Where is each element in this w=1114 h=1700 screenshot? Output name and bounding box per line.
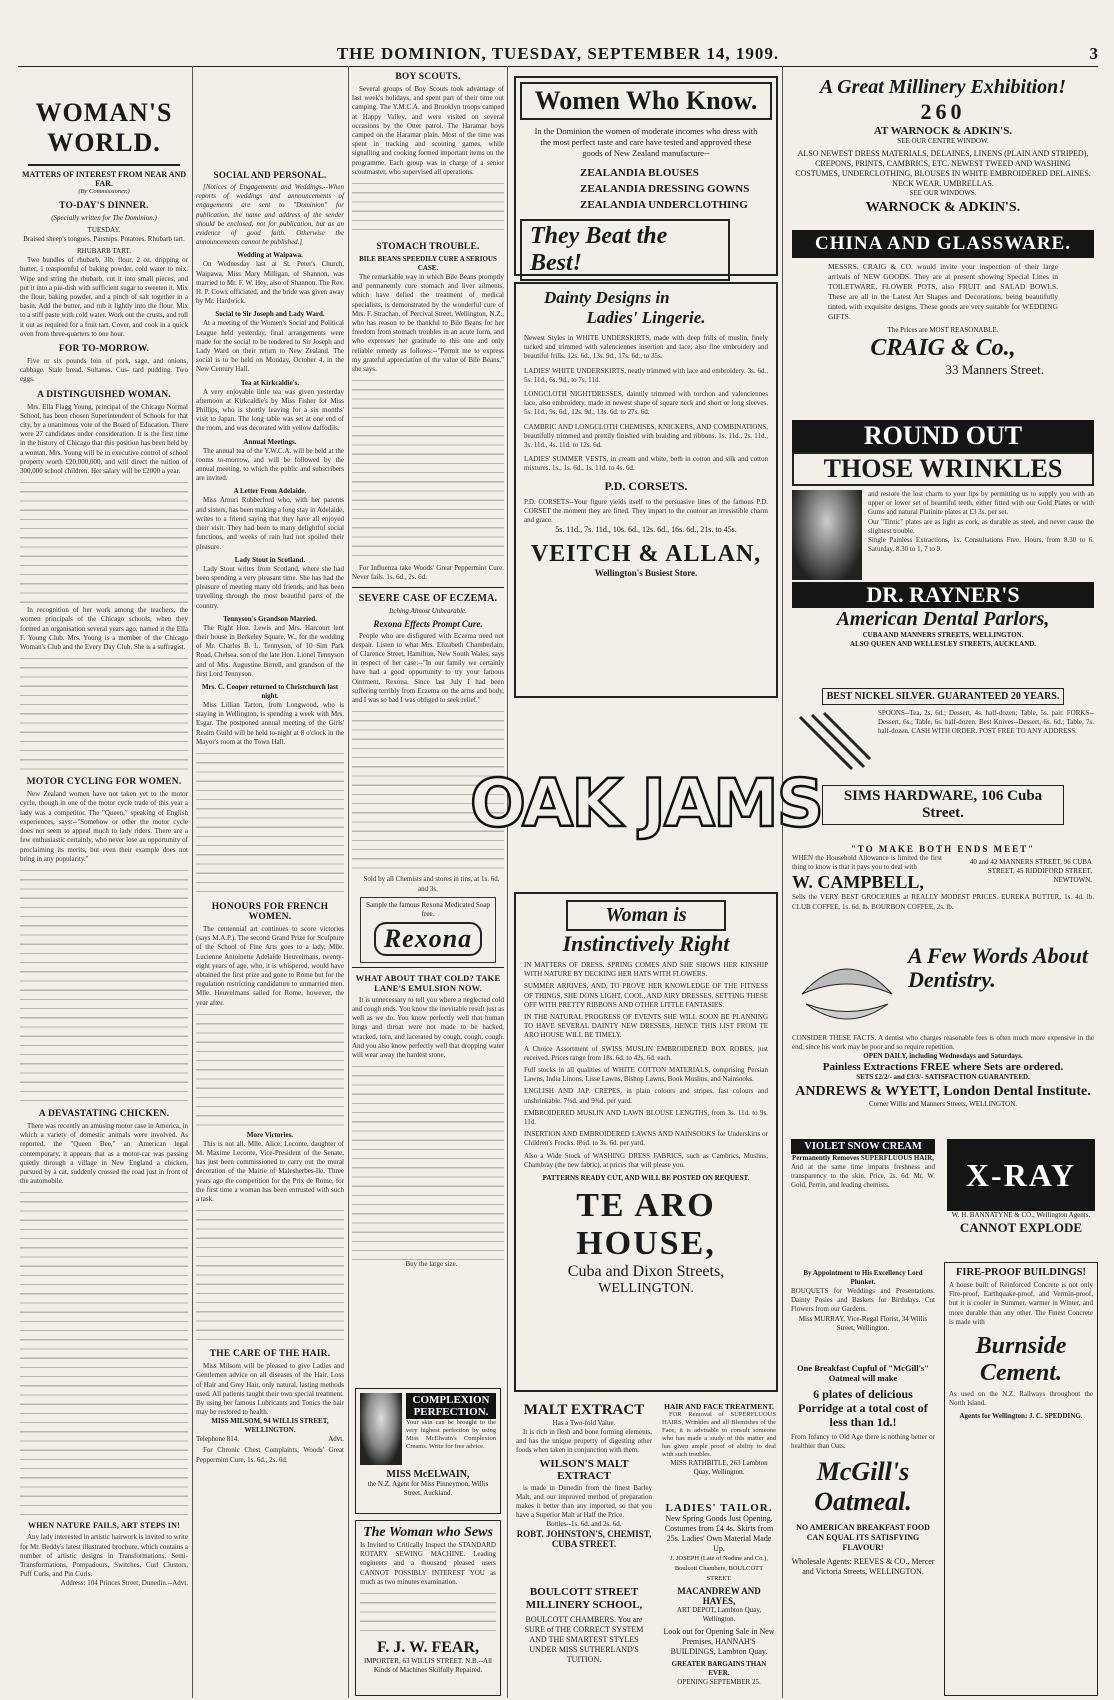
distinguished-text: Mrs. Ella Flagg Young, principal of the Chicago Normal School, has been chosen Superintendent of Schools for that city, by a unanimous vote of the Board of Education. There were 27 candidates under consideration. It is the first time in the history of Chicago that this position has been held by a woman. Mrs. Young will be in executive control of school property worth £20,000,000, and will direct the tuition of 300,000 school children. Her salary will be £2000 a year. <box>20 402 188 476</box>
care-of-hair-footer <box>196 1435 344 1446</box>
masthead <box>18 44 1098 66</box>
dentistry-title: A Few Words About Dentistry. <box>908 943 1088 992</box>
social-item-heading: Wedding at Waipawa. <box>237 251 303 260</box>
rexona-logo-box <box>360 897 496 963</box>
dr-rayners-name: DR. RAYNER'S <box>792 582 1094 608</box>
chicken-heading: A DEVASTATING CHICKEN. <box>38 1108 170 1119</box>
zealandia-item: ZEALANDIA BLOUSES <box>580 167 699 179</box>
malt-text-2: is made in Dunedin from the finest Barley Malt, and our improved method of preparation makes it better than any imported, so that you have a Superior Malt at Half the Price. <box>516 1483 652 1520</box>
social-item <box>196 310 344 374</box>
malt-text: It is rich in flesh and bone forming elements, and has the unique property of digesting other foods when taken in conjunction with them. <box>516 1428 652 1455</box>
instinctive-title-box <box>566 900 726 931</box>
dinner-heading: TO-DAY'S DINNER. <box>59 201 149 211</box>
burnside-cement-ad <box>944 1262 1098 1696</box>
motor-heading: MOTOR CYCLING FOR WOMEN. <box>26 777 182 788</box>
portrait-image <box>360 1393 402 1465</box>
more-victories-text: This is not all. Mlle. Alice, Leconte, daughter of M. Maxime Leconte, Vice-President of the Senate, has just been commissioned to carry out the mural decoration of the Mairie of Malesherbes-Ile. Three years ago the competition for the Prix de Rome, for the first time a woman has been entrusted with such a task. <box>196 1139 344 1203</box>
fireproof-title: FIRE-PROOF BUILDINGS! <box>956 1267 1086 1278</box>
complexion-address: the N.Z. Agent for Miss Pinneymon, Willis Street, Auckland. <box>367 1480 489 1497</box>
instinctive-intro: IN MATTERS OF DRESS. SPRING COMES AND SHE SHOWS HER KINSHIP WITH NATURE BY DECKING HER HATS WITH FLOWERS. <box>524 961 768 979</box>
complexion-title: COMPLEXION PERFECTION. <box>406 1393 496 1419</box>
te-aro-house-ad <box>514 892 778 1392</box>
influenza-advt: For Influenza take Woods' Great Peppermint Cure. Never fails. 1s. 6d., 2s. 6d. <box>352 564 504 582</box>
social-column <box>196 70 344 1696</box>
social-items <box>196 251 344 747</box>
malt-prices: Bottles--1s. 6d. and 2s. 6d. <box>546 1520 622 1529</box>
oak-jams-ad <box>469 702 823 888</box>
x-ray-ad <box>944 1136 1098 1254</box>
social-item-text: Miss Amuri Rubberford who, with her parents and sisters, has been making a long stay in Adelaide, writes to a friend saying that they have all enjoyed their visit. They had been to many delightful social functions, and weeks of rain had not spoiled their pleasure. <box>196 496 344 551</box>
social-item-heading: Tea at Kirkcaldie's. <box>240 378 300 387</box>
social-heading: SOCIAL AND PERSONAL. <box>213 170 327 180</box>
sews-text: Is Invited to Critically Inspect the STANDARD ROTARY SEWING MACHINE. Leading engineers and a thousand pleased users CANNOT POSSIBLY INTEREST YOU as much as two minutes examination. <box>360 1541 496 1586</box>
macandrew-title: MACANDREW AND HAYES, <box>677 1586 761 1606</box>
oak-jams-text: OAK JAMS <box>469 765 823 842</box>
china-text: MESSRS. CRAIG & CO. would invite your inspection of their large arrivals of NEW GOODS. They are at present showing Special Lines in TOILETWARE, FLOWER POTS, also FRUIT and SALAD BOWLS. These are all in the Latest Art Shapes and Decorations, being beautifully tinted, with exquisite designs. These goods are very suitable for WEDDING GIFTS. <box>828 262 1058 321</box>
wrinkles-title-1: ROUND OUT <box>792 420 1094 452</box>
hair-notes-heading: WHEN NATURE FAILS, ART STEPS IN! <box>28 1521 180 1531</box>
macandrew-date: OPENING SEPTEMBER 25. <box>677 1678 761 1686</box>
tomorrow-menu: Five or six pounds loin of pork, sage, and onions, cabbage. Stale bread. Sultanas. Cus- tard pudding. Two eggs. <box>20 357 188 384</box>
fireproof-text-2: As used on the N.Z. Railways throughout the North Island. <box>949 1390 1093 1408</box>
dentistry-ad <box>788 940 1098 1130</box>
campbell-grocer-ad <box>788 840 1098 936</box>
social-item-text: The Right Hon. Lewis and Mrs. Harcourt lent their house in Berkeley Square, W., for the wedding of Mr. Charles B. L. Tennyson, of 10 Sim Park Road, Chelsea, son of the late Hon. Lionel Tennyson and of Mrs. Augustine Birrell, and grandson of the first Lord Tennyson. <box>196 623 344 678</box>
millinery-where: AT WARNOCK & ADKIN'S. <box>873 125 1013 137</box>
te-aro-house-name: TE ARO HOUSE, <box>576 1187 716 1263</box>
instinctive-title-1: Woman is <box>605 904 687 926</box>
women-who-know-slogan: They Beat the Best! <box>520 219 730 281</box>
veitch-allan-sub: Wellington's Busiest Store. <box>594 568 698 579</box>
body-text-lines <box>360 1587 496 1637</box>
burnside-name: Burnside <box>975 1333 1067 1360</box>
lingerie-title-2: Ladies' Lingerie. <box>586 308 706 327</box>
te-aro-item: INSERTION AND EMBROIDERED LAWNS AND NAINSOOKS for Underskirts or Children's Frocks. 8¾d. to 3s. 6d. per yard. <box>524 1130 768 1148</box>
campbell-text: WHEN the Household Allowance is limited the first thing to know is that it pays you to deal with <box>792 854 942 872</box>
honours-heading: HONOURS FOR FRENCH WOMEN. <box>211 901 329 922</box>
telephone: Telephone 814. <box>196 1435 240 1444</box>
mcgill-sign: Wholesale Agents: REEVES & CO., Mercer and Victoria Streets, WELLINGTON. <box>791 1557 935 1577</box>
boy-scouts-text: Several groups of Boy Scouts took advantage of last week's holidays, and spent part of their time out camping. The Y.M.C.A. and Brooklyn troops camped at Happy Valley, and were visited on several occasions by the Otter patrol. The Haramar boys camped on the Haramar plain. Most of the time was spent in tracking and scouting games, while signalling and cooking formed important items on the programme. Each group was in charge of a senior scoutmaster, who supervised all operations. <box>352 85 504 176</box>
macandrew-bargains: GREATER BARGAINS THAN EVER. <box>671 1660 767 1677</box>
women-who-know-text: In the Dominion the women of moderate incomes who dress with the most perfect taste and care have tested and approved these goods of New Zealand manufacture-- <box>534 126 758 158</box>
dr-rayners-address-2: ALSO QUEEN AND WELLESLEY STREETS, AUCKLAND. <box>849 640 1037 648</box>
wilsons-malt-name: WILSON'S MALT EXTRACT <box>539 1457 629 1482</box>
pd-corsets-text: P.D. CORSETS--Your figure yields itself to the persuasive lines of the famous P.D. CORSET the moment they are fitted. They impart to the contour an irresistible charm and grace. <box>524 497 768 525</box>
sews-title: The Woman who Sews <box>363 1525 493 1540</box>
cement-name: Cement. <box>980 1360 1062 1387</box>
social-item-text: Lady Stout writes from Scotland, where she had been spending a very pleasant time. She has had the pleasure of meeting many old friends, and has been travelling through the most beautiful parts of the country. <box>196 564 344 610</box>
ladies-tailor-text: New Spring Goods Just Opening. Costumes from £4 4s. Skirts from 25s. Ladies' Own Material Made Up. <box>664 1514 774 1553</box>
honours-text: The centennial art continues to score victories (says M.A.P.). The second Grand Prize for Sculpture of the School of Fine Arts goes to a lady, Mlle. Lucienne Antoinette Adelaide Heuvelmans, twenty-eight years of age, who, it is whispered, would have obtained the first prize and gone to Rome but for the regulation restricting candidature to unmarried men. Mlle. Heuvelmans sailed for Rome, however, the year after. <box>196 924 344 1007</box>
complexion-text: Your skin can be brought to the very highest perfection by using Miss McElwain's Complexion Creams. Write for free advice. <box>406 1419 496 1450</box>
malt-sub: Has a Two-fold Value. <box>552 1419 616 1427</box>
lanes-sign: Buy the large size. <box>405 1260 458 1269</box>
body-text-lines <box>196 747 344 897</box>
x-ray-logo-box <box>947 1139 1095 1211</box>
social-item-text: On Wednesday last at St. Peter's Church, Waipawa, Miss Mary Milligan, of Shannon, was married to Mr. F. W. Hey, also of Shannon. The Rev. H. P. Cowx officiated, and the bride was given away by Mr. Hardwick. <box>196 260 344 306</box>
sews-address: IMPORTER, 63 WILLIS STREET. N.B.--All Kinds of Machines Skilfully Repaired. <box>363 1657 493 1675</box>
zealandia-list <box>580 165 772 213</box>
woman-who-sews-ad <box>355 1520 501 1696</box>
instinctive-p3: IN THE NATURAL PROGRESS OF EVENTS SHE WILL SOON BE PLANNING TO HAVE SEVERAL DAINTY NEW DRESSES, HENCE THIS LIST FROM TE ARO HOUSE WILL BE TIMELY. <box>524 1013 768 1040</box>
care-of-hair-text: Miss Milsom will be pleased to give Ladies and Gentlemen advice on all diseases of the Hair. Loss of Hair and Grey Hair, only natural, lasting methods used. All patients taught their own special treatment. By using her famous Lubricants and Tonics the hair may be restored to health. <box>196 1362 344 1417</box>
pd-corsets-heading: P.D. CORSETS. <box>604 478 688 493</box>
violet-snow-cream-ad <box>788 1136 938 1264</box>
china-prices: The Prices are MOST REASONABLE. <box>887 326 999 334</box>
dinner-menu: Braised sheep's tongues. Parsnips. Potatoes. Rhubarb tart. <box>23 235 185 243</box>
body-text-lines <box>20 476 188 606</box>
body-text-lines <box>352 374 504 564</box>
chicken-text: There was recently an amusing motor case in America, in which a variety of domestic animals were involved. As reported, the "Queen Bee," an American legal contemporary, it appears that as a motor-car was passing quietly through a village in New England a chicken, pursued by a cat, suddenly crossed the road just in front of the automobile. <box>20 1121 188 1186</box>
social-item-text: Miss Lillian Tarton, from Longwood, who is staying in Wellington, is spending a week with Mrs. Esgar. The postponed annual meeting of the Girls' Realm Guild will be held to-night at 8 o'clock in the Mayor's room at the Town Hall. <box>196 700 344 746</box>
stomach-heading: STOMACH TROUBLE. <box>376 242 480 253</box>
veitch-allan-name: VEITCH & ALLAN, <box>530 541 762 568</box>
x-ray-caption: CANNOT EXPLODE <box>959 1220 1083 1235</box>
social-item <box>196 251 344 306</box>
social-item-heading: Annual Meetings. <box>243 437 297 446</box>
millinery-title: A Great Millinery Exhibition! <box>819 76 1067 98</box>
lingerie-title: Dainty Designs in <box>544 288 670 307</box>
dentures-image <box>792 944 902 1034</box>
sews-name: F. J. W. FEAR, <box>376 1639 480 1657</box>
macandrew-sub: ART DEPOT, Lambton Quay, Wellington. <box>676 1606 762 1623</box>
campbell-text-2: Sells the VERY BEST GROCERIES at REALLY MODEST PRICES. EUREKA BUTTER, 1s. 4d. lb. CLUB COFFEE, 1s. 6d. lb. BOURBON COFFEE, 2s. lb. <box>792 893 1094 911</box>
chronic-chest-advt: For Chronic Chest Complaints, Woods' Great Peppermint Cure, 1s. 6d., 2s. 6d. <box>196 1446 344 1464</box>
social-item-heading: Lady Stout in Scotland. <box>234 555 306 564</box>
lingerie-item: Newest Styles in WHITE UNDERSKIRTS, made with deep frills of muslin, finely tucked and trimmed with valenciennes insertion and lace; also fine embroidery and beautiful frills. 12s. 6d., 13s. 9d., 17s. 6d., to 35s. <box>524 334 768 361</box>
te-aro-address-1: Cuba and Dixon Streets, <box>567 1263 725 1281</box>
rexona-subheading: Rexona Effects Prompt Cure. <box>373 618 483 629</box>
millinery-windows: SEE OUR WINDOWS. <box>909 189 977 197</box>
millinery-text: ALSO NEWEST DRESS MATERIALS, DELAINES, LINENS (PLAIN AND STRIPED), CREPONS, PRINTS, CAMBRICS, ETC. NEWEST TWEED AND WASHING COSTUMES, UNDERCLOTHING, BLOUSES IN WHITE EMBROIDERED DELAINES. NECK WEAR. UMBRELLAS. <box>795 149 1091 188</box>
te-aro-item: A Choice Assortment of SWISS MUSLIN EMBROIDERED BOX ROBES, just received. Prices range from 18s. 6d. to 42s. 6d. each. <box>524 1044 768 1062</box>
rhubarb-recipe: Two bundles of rhubarb, 3lb. flour, 2 oz. dripping or butter, 1 teaspoonful of baking powder, cold water to mix. Wipe and string the rhubarb, cut it into small pieces, and put it into a pie-dish with sufficient sugar to sweeten it. Mix the flour, baking powder, and a pinch of salt together in a basin. Add the butter, and rub it lightly into the flour. Mix to a stiff paste with cold water. Work out the crusts, and roll it out as required for a fruit tart. Cover, and cook in a quick oven from three-quarters to one hour. <box>20 256 188 338</box>
andrews-wyett-name: ANDREWS & WYETT, London Dental Institute. <box>795 1084 1091 1100</box>
more-victories-heading: More Victories. <box>246 1130 294 1139</box>
hair-treatment-text: FOR Removal of SUPERFLUOUS HAIRS, Wrinkles and all Blemishes of the Face, it is advisable to consult someone who has made a study of this matter and has given ample proof of ability to deal with such troubles. <box>662 1411 776 1458</box>
mcgill-brand: McGill's Oatmeal. <box>814 1457 912 1517</box>
masthead-rule <box>18 66 1098 67</box>
masthead-title: THE DOMINION, TUESDAY, SEPTEMBER 14, 1909. <box>336 44 780 63</box>
macandrew-hayes-ad <box>660 1584 778 1696</box>
oak-jams-logo <box>469 708 823 882</box>
page-number: 3 <box>1089 44 1098 63</box>
hair-treatment-title: HAIR AND FACE TREATMENT. <box>664 1402 774 1411</box>
wrinkles-text: and restore the lost charm to your lips by permitting us to supply you with an upper or lower set of beautiful teeth, either fitted with our Gold Plates or with Gums and natural Platinite plates at £3 3s. per set. <box>868 490 1094 517</box>
column-divider <box>507 66 508 1698</box>
te-aro-item: ENGLISH AND JAP. CREPES, in plain colours and stripes, fast colours and unshrinkable. 7½d. and 9¾d. per yard. <box>524 1087 768 1105</box>
boulcott-millinery-ad <box>514 1584 654 1696</box>
tomorrow-heading: FOR TO-MORROW. <box>58 344 150 355</box>
zealandia-item: ZEALANDIA UNDERCLOTHING <box>580 199 748 211</box>
social-item-text: The annual tea of the Y.W.C.A. will be held at the rooms to-morrow, and will be followed by the annual meeting, to which the public and subscribers are invited. <box>196 446 344 483</box>
eczema-sold: Sold by all Chemists and stores in tins, at 1s. 6d. and 3s. <box>363 875 500 893</box>
body-text-lines <box>196 1204 344 1344</box>
ladies-tailor-sign: J. JOSEPH (Late of Nodine and Co.), Boulcott Chambers, BOULCOTT STREET. <box>670 1555 768 1582</box>
column-divider <box>348 66 349 1698</box>
millinery-see: SEE OUR CENTRE WINDOW. <box>897 137 989 145</box>
fireproof-sign: Agents for Wellington: J. C. SPEDDING. <box>959 1412 1083 1421</box>
pd-corsets-prices: 5s. 11d., 7s. 11d., 10s. 6d., 12s. 6d., 16s. 6d., 21s. to 45s. <box>555 525 737 535</box>
instinctive-title-2: Instinctively Right <box>562 931 730 956</box>
lingerie-ad <box>514 282 778 698</box>
social-item-heading: Mrs. C. Cooper returned to Christchurch last night. <box>201 682 339 700</box>
body-text-lines <box>20 864 188 1104</box>
boulcott-title: BOULCOTT STREET MILLINERY SCHOOL, <box>525 1586 643 1611</box>
violet-text: And at the same time imparts freshness and transparency to the skin. Price, 2s. 6d. Mr. W. Gold, Perrin, and leading chemists. <box>791 1163 935 1190</box>
china-title: CHINA AND GLASSWARE. <box>792 230 1094 258</box>
womans-world-subheading: MATTERS OF INTEREST FROM NEAR AND FAR. <box>21 170 187 188</box>
fireproof-text: A house built of Reinforced Concrete is not only Fire-proof, Earthquake-proof, and Vermin-proof, but it is cooler in Summer, warmer in Winter, and more durable than any other. The Finest Concrete is made with <box>949 1281 1093 1326</box>
social-item-heading: A Letter From Adelaide. <box>233 487 307 496</box>
social-item-heading: Social to Sir Joseph and Lady Ward. <box>215 310 325 319</box>
violet-title: VIOLET SNOW CREAM <box>791 1139 935 1154</box>
china-glassware-ad <box>788 226 1098 412</box>
cutlery-image <box>792 709 872 779</box>
complexion-ad <box>355 1388 501 1514</box>
florist-ad <box>788 1266 938 1354</box>
social-item <box>196 379 344 434</box>
boulcott-text: BOULCOTT CHAMBERS. You are SURE of THE CORRECT SYSTEM AND THE SMARTEST STYLES UNDER MISS SUTHERLAND'S TUITION. <box>524 1615 644 1664</box>
byline: (By Commissioner.) <box>78 188 130 195</box>
social-item-text: At a meeting of the Women's Social and Political League held yesterday, final arrangements were made for the social to be tendered to Sir Joseph and Lady Ward on their return to New Zealand. The social is to be held on Monday, October 4, in the New Century Hall. <box>196 319 344 374</box>
distinguished-heading: A DISTINGUISHED WOMAN. <box>37 389 171 400</box>
hair-notes-sign: Address: 104 Princes Street, Dunedin.--Advt. <box>60 1579 188 1588</box>
x-ray-logo: X-RAY <box>965 1156 1077 1193</box>
dr-rayners-sub: American Dental Parlors, <box>836 608 1050 630</box>
nickel-silver-ad <box>788 684 1098 836</box>
lingerie-item: LADIES' WHITE UNDERSKIRTS, neatly trimmed with lace and embroidery. 3s. 6d., 5s. 11d., 6s. 9d., to 7s. 11d. <box>524 366 768 384</box>
florist-appointment: By Appointment to His Excellency Lord Plunket. <box>803 1269 923 1286</box>
face-image <box>792 490 862 580</box>
patterns-line: PATTERNS READY CUT, AND WILL BE POSTED ON REQUEST. <box>542 1174 750 1183</box>
care-of-hair-heading: THE CARE OF THE HAIR. <box>209 1349 331 1360</box>
malt-sign: ROBT. JOHNSTON'S, CHEMIST, CUBA STREET. <box>516 1529 652 1550</box>
florist-sign: Miss MURRAY, Vice-Regal Florist, 34 Willis Street, Wellington. <box>798 1314 928 1332</box>
zealandia-item: ZEALANDIA DRESSING GOWNS <box>580 183 750 195</box>
te-aro-item: Also a Wide Stock of WASHING DRESS FABRICS, such as Cambrics, Muslins, Chambray (the new fabric), at prices that will please you. <box>524 1151 768 1169</box>
column-divider <box>782 66 783 1698</box>
mcgill-title: One Breakfast Cupful of "McGill's" Oatmeal will make <box>796 1363 930 1383</box>
lingerie-item: LONGCLOTH NIGHTDRESSES, daintily trimmed with torchon and valenciennes lace, also embroidery, made in newest shape of square neck and short or long sleeves. 5s. 11d., 9s. 6d., 12s. 9d., 13s. 6d. to 27s. 6d. <box>524 390 768 417</box>
florist-text: BOUQUETS for Weddings and Presentations. Dainty Posies and Baskets for Birthdays. Cut Flowers from our Gardens. <box>791 1287 935 1314</box>
stomach-subheading: BILE BEANS SPEEDILY CURE A SERIOUS CASE. <box>359 255 497 273</box>
rhubarb-heading: RHUBARB TART. <box>77 247 131 256</box>
dinner-day: TUESDAY. <box>87 226 121 234</box>
sims-hardware-name: SIMS HARDWARE, 106 Cuba Street. <box>822 785 1064 825</box>
violet-sub: Permanently Removes SUPERFLUOUS HAIR, <box>792 1154 934 1162</box>
motor-text: New Zealand women have not taken yet to the motor cycle, though in one of the motor cycle trade of this year a lady was a competitor. The "Queen," speaking of English experiences, says:--"Somehow or other the motor cycle does not seem to appeal much to lady riders. There are a few enthusiastic certainly, who never lose an opportunity of proclaiming its merits, but even their example does not bring in any popularity." <box>20 790 188 863</box>
ladies-tailor-ad <box>660 1500 778 1580</box>
lingerie-list <box>524 334 768 474</box>
body-text-lines <box>20 1186 188 1516</box>
lingerie-item: LADIES' SUMMER VESTS, in cream and white, both in cotton and silk and cotton mixtures. 1s., 1s. 6d., 1s. 11d. to 4s. 6d. <box>524 455 768 473</box>
body-text-lines <box>20 652 188 772</box>
body-text-lines <box>196 1008 344 1128</box>
lanes-heading: WHAT ABOUT THAT COLD? TAKE LANE'S EMULSION NOW. <box>355 972 501 993</box>
eczema-text: People who are disfigured with Eczema need not despair. Listen to what Mrs. Elizabeth Chamberlain, of Clarence Street, Hamilton, New South Wales, says in respect of her case:--"In our family we certainly have had a good opportunity to try your famous Ointment, Rexona. Since last July I had been suffering terribly from Eczema on the arms and body, and I was so bad I was obliged to seek relief." <box>352 631 504 705</box>
te-aro-list <box>524 1045 768 1170</box>
hair-treatment-ad <box>660 1400 778 1496</box>
eczema-subheading: Itching Almost Unbearable. <box>389 606 467 615</box>
warnock-adkins-name: WARNOCK & ADKIN'S. <box>865 200 1021 215</box>
macandrew-text: Look out for Opening Sale in New Premises, HANNAH'S BUILDINGS, Lambton Quay. <box>663 1627 775 1656</box>
te-aro-address-2: WELLINGTON. <box>598 1281 694 1297</box>
social-item-text: A very enjoyable little tea was given yesterday afternoon at Kirkcaldie's by Miss Fisher for Miss Phillips, who is shortly leaving for a six months' visit to Japan. The long table was set at one end of the room, and was decorated with yellow daffodils. <box>196 387 344 433</box>
column-divider <box>192 66 193 1698</box>
social-item <box>196 615 344 679</box>
campbell-name: W. CAMPBELL, <box>792 872 924 893</box>
social-item <box>196 683 344 747</box>
instinctive-p2: SUMMER ARRIVES, AND, TO PROVE HER KNOWLEDGE OF THE FITNESS OF THINGS, SHE DONS LIGHT, COOL, AND AIRY DRESSES, SETTING THESE OFF WITH PRETTY RIBBONS AND OTHER LITTLE FANTASIES. <box>524 982 768 1009</box>
social-item <box>196 487 344 551</box>
social-item <box>196 556 344 611</box>
mcgill-sub: 6 plates of delicious Porridge at a total cost of less than 1d.! <box>798 1387 928 1429</box>
andrews-wyett-address: Corner Willis and Manners Streets, WELLINGTON. <box>868 1100 1018 1109</box>
mcgills-oatmeal-ad <box>788 1360 938 1696</box>
scouts-column <box>352 70 504 1382</box>
dental-parlors-ad <box>788 416 1098 678</box>
womans-world-heading: WOMAN'S WORLD. <box>35 98 173 157</box>
dentistry-sets: SETS £2/2/- and £3/3/- SATISFACTION GUARANTEED. <box>856 1073 1030 1082</box>
wrinkles-text-2: Our "Tintic" plates are as light as cork, as durable as steel, and never cause the slightest trouble. <box>868 517 1094 535</box>
wrinkles-prices: Single Painless Extractions, 1s. Consultations Free. Hours, from 8.30 to 6. Saturday, 8.30 to 1, 7 to 9. <box>868 536 1094 554</box>
lingerie-item: CAMBRIC AND LONGCLOTH CHEMISES, KNICKERS, AND COMBINATIONS, beautifully trimmed and prettily finished with braiding and ribbons. 1s. 11d., 2s. 11d., 3s. 11d., 4s. 11d. to 12s. 6d. <box>524 422 768 450</box>
millinery-exhibition-ad <box>788 72 1098 222</box>
women-who-know-ad <box>514 76 778 276</box>
ladies-tailor-title: LADIES' TAILOR. <box>665 1502 773 1514</box>
social-item <box>196 438 344 484</box>
dentistry-hours: OPEN DAILY, including Wednesdays and Saturdays. <box>863 1052 1023 1061</box>
nickel-title: BEST NICKEL SILVER. GUARANTEED 20 YEARS. <box>822 688 1064 705</box>
dentistry-painless: Painless Extractions FREE where Sets are ordered. <box>822 1061 1064 1074</box>
malt-title: MALT EXTRACT <box>523 1402 645 1418</box>
lanes-text: It is unnecessary to tell you where a neglected cold and cough ends. You know the inevitable result just as well as we do. You know perfectly well that human lungs and throat were not made to be hacked, wracked, torn, and lacerated by cough, cough, cough. And you also know perfectly well that dropping water will wear away the hardest stone. <box>352 995 504 1059</box>
care-of-hair-sign: MISS MILSOM, 94 WILLIS STREET, WELLINGTON. <box>211 1417 329 1435</box>
boy-scouts-heading: BOY SCOUTS. <box>395 72 461 82</box>
hair-notes-text: Any lady interested in artistic hairwork is invited to write for Mr. Beddy's latest illustrated brochure, which contains a number of artistic designs in Transformations, Semi-Transformations, Pompadours, Switches, Curl Clusters, Puff Curls, and Pin Curls. <box>20 1533 188 1579</box>
malt-extract-ad <box>514 1400 654 1578</box>
eczema-heading: SEVERE CASE OF ECZEMA. <box>358 592 498 604</box>
rexona-logo: Rexona <box>374 922 482 956</box>
advt-mark: Advt. <box>328 1435 344 1444</box>
x-ray-firm: W. H. BANNATYNE & CO., Wellington Agents. <box>951 1211 1091 1219</box>
dr-rayners-address-1: CUBA AND MANNERS STREETS, WELLINGTON. <box>862 631 1024 639</box>
rexona-caption: Sample the famous Rexona Medicated Soap free. <box>366 900 490 918</box>
body-text-lines <box>352 1060 504 1260</box>
stomach-text: The remarkable way in which Bile Beans promptly and permanently cure stomach and liver ailments, which have defied the treatment of medical specialists, is demonstrated by the wonderful cure of Mrs. F. Strachan, of Percival Street, Wellington, N.Z., who has reason to be thankful to Bile Beans for her freedom from stomach troubles in an acute form, and who expresses her gratitude to this one and only reliable remedy as follows:--"Permit me to express my grateful appreciation of the value of Bile Beans," she says. <box>352 273 504 374</box>
te-aro-item: EMBROIDERED MUSLIN AND LAWN BLOUSE LENGTHS, from 3s. 11d. to 9s. 11d. <box>524 1108 768 1127</box>
social-notice: [Notices of Engagements and Weddings.--When reports of weddings and announcements of engagements are sent to "Dominion" for publication, the name and address of the sender should be enclosed, not for publication, but as an evidence of good faith. Otherwise the announcements cannot be published.] <box>196 183 344 247</box>
distinguished-text-2: In recognition of her work among the teachers, the women principals of the Chicago schools, when they formed an organisation several years ago, named it the Ella F. Young Club. Mrs. Young is a member of the Chicago Woman's Club and the Every Day Club. She is a suffragist. <box>20 606 188 652</box>
campbell-address: 40 and 42 MANNERS STREET, 96 CUBA STREET, 45 RIDDIFORD STREET, NEWTOWN. <box>969 858 1092 884</box>
nickel-text: SPOONS--Tea, 2s. 6d.; Dessert, 4s. half-dozen; Table, 5s. pair. FORKS--Dessert, 6s.; Table, 6s. half-dozen. Best Knives--Dessert, 6s. 6d.; Table, 7s. half-dozen. CASH WITH ORDER. POST FREE TO ANY ADDRESS. <box>878 709 1094 736</box>
body-text-lines <box>352 177 504 237</box>
womans-world-column <box>20 70 188 1696</box>
dentistry-text: CONSIDER THESE FACTS. A dentist who charges reasonable fees is often much more expensive in the end, since his work may be poor and so require repetition. <box>792 1034 1094 1052</box>
millinery-number: 260 <box>920 99 966 124</box>
mcgill-text-2: NO AMERICAN BREAKFAST FOOD CAN EQUAL ITS SATISFYING FLAVOUR! <box>796 1523 930 1553</box>
dinner-credit: (Specially written for The Dominion.) <box>51 214 157 222</box>
complexion-name: MISS McELWAIN, <box>386 1469 470 1480</box>
hair-treatment-sign: MISS RATHBITLE, 263 Lambton Quay, Wellington. <box>670 1459 768 1476</box>
craig-co-name: CRAIG & Co., <box>870 335 1016 361</box>
wrinkles-title-2: THOSE WRINKLES <box>792 452 1094 486</box>
women-who-know-title: Women Who Know. <box>520 82 772 120</box>
campbell-banner: "TO MAKE BOTH ENDS MEET" <box>850 844 1036 854</box>
social-item-heading: Tennyson's Grandson Married. <box>223 614 317 623</box>
te-aro-item: Full stocks in all qualities of WHITE COTTON MATERIALS, comprising Persian Lawns, India Linons, Lisse Lawns, Bishop Lawns, Book Muslins, and Nainsooks. <box>524 1066 768 1084</box>
mcgill-text: From Infancy to Old Age there is nothing better or healthier than Oats. <box>791 1433 935 1451</box>
craig-co-address: 33 Manners Street. <box>945 362 1044 377</box>
